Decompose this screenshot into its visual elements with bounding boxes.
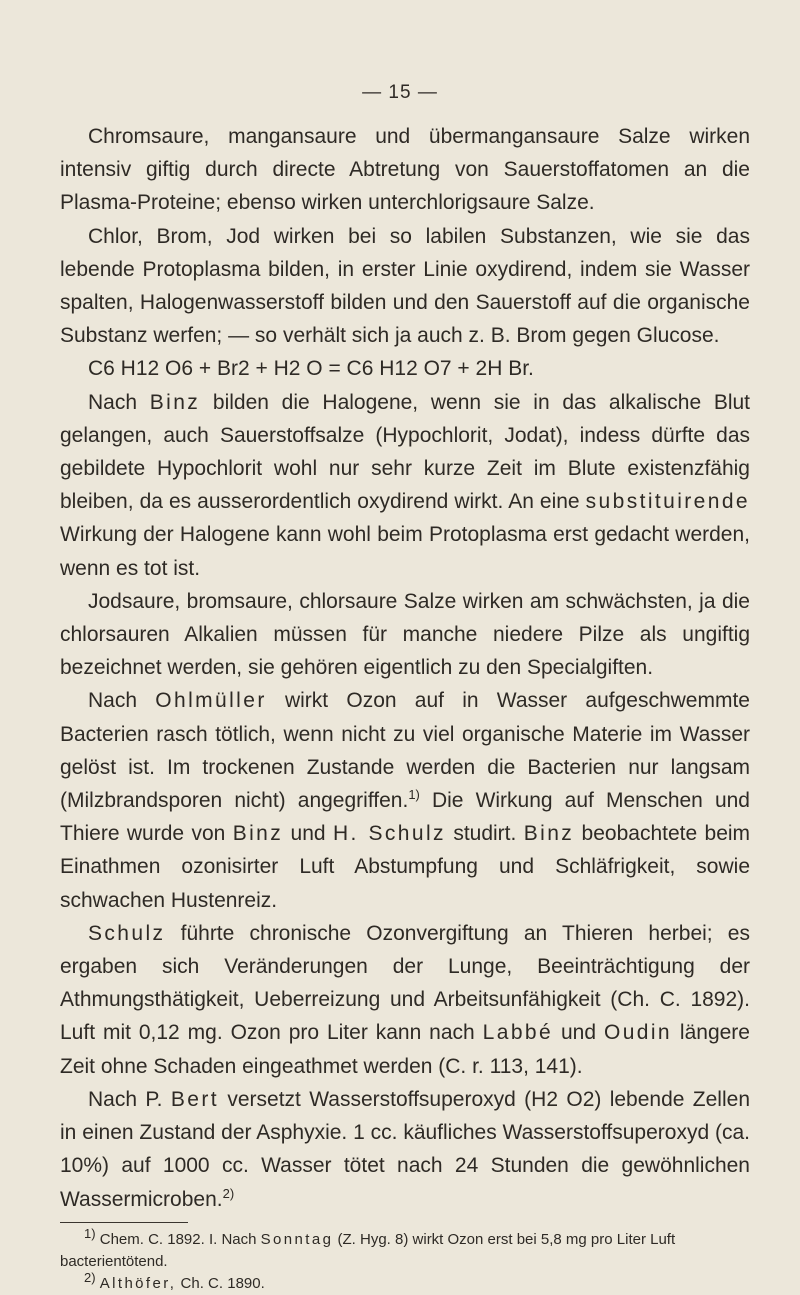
text: (Z. Hyg. 8) wirkt Ozon erst bei 5,8 mg pro Liter Luft bacterientötend.	[60, 1230, 676, 1270]
text: versetzt Wasserstoffsuperoxyd (H2 O2) lebende Zellen in einen Zustand der Asphyxie. 1 cc. käufliches Wasserstoffsuperoxyd (ca. 10%) auf 1000 cc. Wasser tötet nach 24 Stunden die gewöhnlichen Wassermicroben.	[60, 1087, 750, 1211]
footnote-mark: 1)	[84, 1225, 96, 1241]
paragraph-7	[60, 1083, 750, 1216]
paragraph-4: Jodsaure, bromsaure, chlorsaure Salze wirken am schwächsten, ja die chlorsauren Alkalien müssen für manche niedere Pilze als ungiftig bezeichnet werden, sie gehören eigentlich zu den Specialgiften.	[60, 589, 750, 680]
paragraph-6	[60, 917, 750, 1083]
author-name: Sonntag	[260, 1230, 334, 1248]
text: Die Wirkung auf Menschen und Thiere wurde von	[60, 789, 750, 846]
chemical-formula: C6 H12 O6 + Br2 + H2 O = C6 H12 O7 + 2H Br.	[88, 357, 534, 381]
paragraph-3	[60, 386, 750, 585]
text: bilden die Halogene, wenn sie in das alkalische Blut gelangen, auch Sauerstoffsalze (Hypochlorit, Jodat), indess dürfte das gebildete Hypochlorit wohl nur sehr kurze Zeit im Blute existenzfähig bleiben, da es ausserordentlich oxydirend wirkt. An eine	[60, 390, 751, 514]
author-name: Althöfer,	[99, 1274, 177, 1292]
author-name: Ohlmüller	[155, 689, 267, 713]
page-number: — 15 —	[362, 82, 438, 103]
paragraph-2: Chlor, Brom, Jod wirken bei so labilen Substanzen, wie sie das lebende Protoplasma bilden, in erster Linie oxydirend, indem sie Wasser spalten, Halogenwasserstoff bilden und den Sauerstoff auf die organische Substanz werfen; — so verhält sich ja auch z. B. Brom gegen Glucose.	[60, 224, 750, 348]
text: und	[560, 1021, 597, 1045]
body-text	[60, 120, 750, 1295]
text: Chem. C. 1892. I. Nach	[99, 1230, 257, 1248]
author-name: Schulz	[88, 921, 166, 945]
text: Wirkung der Halogene kann wohl beim Protoplasma erst gedacht werden, wenn es tot ist.	[60, 523, 750, 580]
footnote-2	[60, 1269, 750, 1295]
author-name: Bert	[170, 1087, 219, 1111]
text: und	[290, 822, 326, 846]
author-name: Labbé	[482, 1021, 554, 1045]
author-name: Binz	[149, 390, 201, 414]
text: längere Zeit ohne Schaden eingeathmet werden (C. r. 113, 141).	[60, 1021, 750, 1078]
text: wirkt Ozon auf in Wasser aufgeschwemmte Bacterien rasch tötlich, wenn nicht zu viel organische Materie im Wasser gelöst ist. Im trockenen Zustande werden die Bacterien nur langsam (Milzbrandsporen nicht) angegriffen.	[60, 689, 750, 813]
author-name: Oudin	[603, 1021, 672, 1045]
text: Nach	[88, 390, 138, 414]
author-name: Binz	[523, 822, 575, 846]
footnote-1	[60, 1225, 750, 1273]
footnote-ref: 2)	[222, 1185, 235, 1201]
footnote-ref: 1)	[408, 787, 420, 803]
author-name: Binz	[232, 822, 284, 846]
text: beobachtete beim Einathmen ozonisirter Luft Abstumpfung und Schläfrigkeit, sowie schwachen Hustenreiz.	[60, 822, 751, 912]
footnotes	[60, 1225, 750, 1295]
text: führte chronische Ozonvergiftung an Thieren herbei; es ergaben sich Veränderungen der Lunge, Beeinträchtigung der Athmungsthätigkeit, Ueberreizung und Arbeitsunfähigkeit (Ch. C. 1892). Luft mit 0,12 mg. Ozon pro Liter kann nach	[60, 921, 750, 1045]
text: Nach P.	[88, 1087, 163, 1111]
footnote-mark: 2)	[84, 1269, 96, 1285]
text: Nach	[88, 689, 138, 713]
text: Ch. C. 1890.	[180, 1274, 265, 1292]
author-name: H. Schulz	[332, 822, 446, 846]
emphasized-word: substituirende	[585, 490, 750, 514]
paragraph-1: Chromsaure, mangansaure und übermangansaure Salze wirken intensiv giftig durch directe Abtretung von Sauerstoffatomen an die Plasma-Proteine; ebenso wirken unterchlorigsaure Salze.	[60, 125, 750, 215]
text: studirt.	[453, 822, 517, 846]
footnote-divider	[60, 1222, 188, 1223]
paragraph-5	[60, 684, 750, 916]
